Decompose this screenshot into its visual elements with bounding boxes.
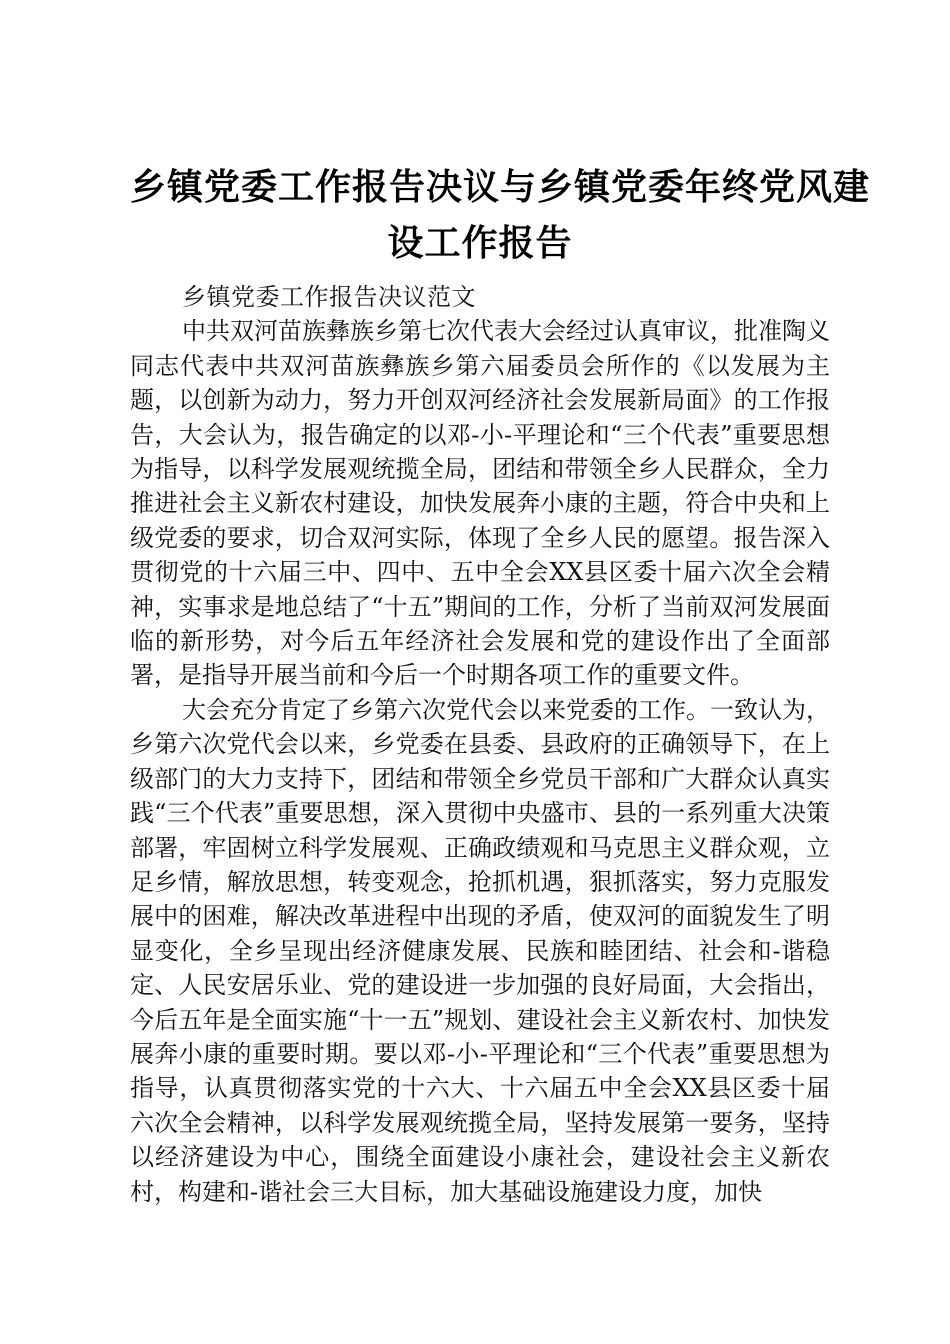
paragraph-2: 大会充分肯定了乡第六次党代会以来党委的工作。一致认为，乡第六次党代会以来，乡党委在县委、县政府的正确领导下，在上级部门的大力支持下，团结和带领全乡党员干部和广大群众认真实践“三个代表”重要思想，深入贯彻中央盛市、县的一系列重大决策部署，牢固树立科学发展观、正确政绩观和马克思主义群众观，立足乡情，解放思想，转变观念，抢抓机遇，狠抓落实，努力克服发展中的困难，解决改革进程中出现的矛盾，使双河的面貌发生了明显变化，全乡呈现出经济健康发展、民族和睦团结、社会和-谐稳定、人民安居乐业、党的建设进一步加强的良好局面，大会指出，今后五年是全面实施“十一五”规划、建设社会主义新农村、加快发展奔小康的重要时期。要以邓-小-平理论和“三个代表”重要思想为指导，认真贯彻落实党的十六大、十六届五中全会XX县区委十届六次全会精神，以科学发展观统揽全局，坚持发展第一要务，坚持以经济建设为中心，围绕全面建设小康社会，建设社会主义新农村，构建和-谐社会三大目标，加大基础设施建设力度，加快 xyxy=(130,695,830,1206)
document-body xyxy=(130,280,830,1209)
document-title-line-2: 设工作报告 xyxy=(387,223,573,264)
paragraph-1: 中共双河苗族彝族乡第七次代表大会经过认真审议，批准陶义同志代表中共双河苗族彝族乡第六届委员会所作的《以发展为主题，以创新为动力，努力开创双河经济社会发展新局面》的工作报告，大会认为，报告确定的以邓-小-平理论和“三个代表”重要思想为指导，以科学发展观统揽全局，团结和带领全乡人民群众，全力推进社会主义新农村建设，加快发展奔小康的主题，符合中央和上级党委的要求，切合双河实际，体现了全乡人民的愿望。报告深入贯彻党的十六届三中、四中、五中全会XX县区委十届六次全会精神，实事求是地总结了“十五”期间的工作，分析了当前双河发展面临的新形势，对今后五年经济社会发展和党的建设作出了全面部署，是指导开展当前和今后一个时期各项工作的重要文件。 xyxy=(130,317,830,690)
document-title-line-1: 乡镇党委工作报告决议与乡镇党委年终党风建 xyxy=(130,167,871,208)
document-title xyxy=(130,160,871,272)
document-page xyxy=(130,160,871,1209)
section-heading: 乡镇党委工作报告决议范文 xyxy=(182,283,476,311)
